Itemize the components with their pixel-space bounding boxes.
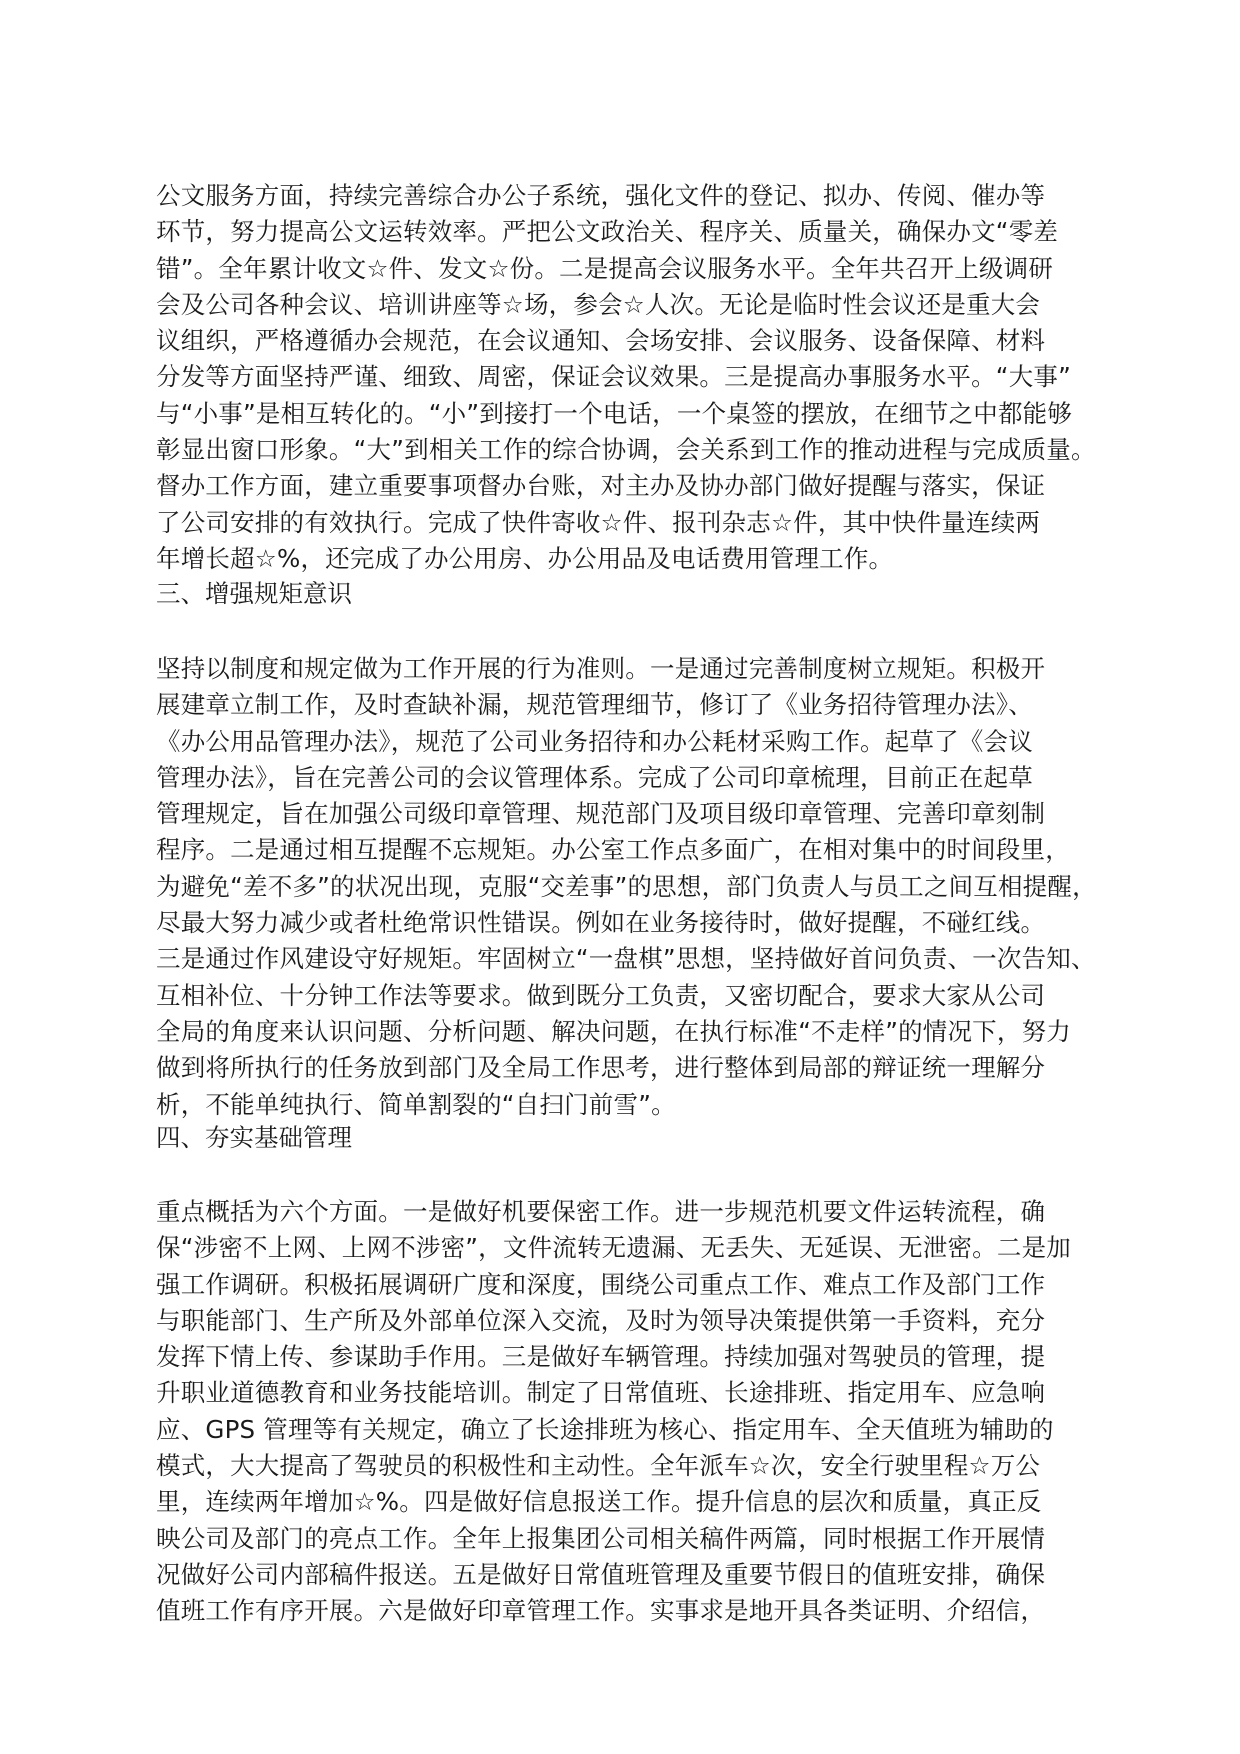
paragraph-basic-management — [156, 1194, 1071, 1630]
text-line: 督办工作方面，建立重要事项督办台账，对主办及协办部门做好提醒与落实，保证 — [156, 471, 1046, 501]
text-line: 与“小事”是相互转化的。“小”到接打一个电话，一个桌签的摆放，在细节之中都能够 — [156, 398, 1073, 428]
text-line: 强工作调研。积极拓展调研广度和深度，围绕公司重点工作、难点工作及部门工作 — [156, 1269, 1046, 1299]
text-line: 程序。二是通过相互提醒不忘规矩。办公室工作点多面广，在相对集中的时间段里， — [156, 835, 1070, 865]
text-line: 议组织，严格遵循办会规范，在会议通知、会场安排、会议服务、设备保障、材料 — [156, 326, 1046, 356]
text-line: 况做好公司内部稿件报送。五是做好日常值班管理及重要节假日的值班安排，确保 — [156, 1559, 1046, 1589]
text-line: 《办公用品管理办法》，规范了公司业务招待和办公耗材采购工作。起草了《会议 — [156, 726, 1033, 756]
text-line: 展建章立制工作，及时查缺补漏，规范管理细节，修订了《业务招待管理办法》、 — [156, 690, 1033, 720]
text-line: 里，连续两年增加☆%。四是做好信息报送工作。提升信息的层次和质量，真正反 — [156, 1487, 1042, 1517]
text-line: 模式，大大提高了驾驶员的积极性和主动性。全年派车☆次，安全行驶里程☆万公 — [156, 1451, 1041, 1481]
text-line: 发挥下情上传、参谋助手作用。三是做好车辆管理。持续加强对驾驶员的管理，提 — [156, 1342, 1046, 1372]
text-line: 三是通过作风建设守好规矩。牢固树立“一盘棋”思想，坚持做好首问负责、一次告知、 — [156, 944, 1096, 974]
text-line: 公文服务方面，持续完善综合办公子系统，强化文件的登记、拟办、传阅、催办等 — [156, 181, 1046, 210]
text-line: 尽最大努力减少或者杜绝常识性错误。例如在业务接待时，做好提醒，不碰红线。 — [156, 908, 1046, 938]
text-line: 分发等方面坚持严谨、细致、周密，保证会议效果。三是提高办事服务水平。“大事” — [156, 362, 1071, 392]
text-line: 了公司安排的有效执行。完成了快件寄收☆件、报刊杂志☆件，其中快件量连续两 — [156, 507, 1041, 537]
text-line: 升职业道德教育和业务技能培训。制定了日常值班、长途排班、指定用车、应急响 — [156, 1378, 1046, 1408]
text-line: 重点概括为六个方面。一是做好机要保密工作。进一步规范机要文件运转流程，确 — [156, 1197, 1046, 1226]
paragraph-document-service — [156, 178, 1096, 577]
text-line: 保“涉密不上网、上网不涉密”，文件流转无遗漏、无丢失、无延误、无泄密。二是加 — [156, 1233, 1071, 1263]
text-line: 年增长超☆%，还完成了办公用房、办公用品及电话费用管理工作。 — [156, 543, 894, 573]
text-line: 彰显出窗口形象。“大”到相关工作的综合协调，会关系到工作的推动进程与完成质量。 — [156, 435, 1096, 465]
text-line: 全局的角度来认识问题、分析问题、解决问题，在执行标准“不走样”的情况下，努力 — [156, 1016, 1071, 1046]
text-line: 会及公司各种会议、培训讲座等☆场，参会☆人次。无论是临时性会议还是重大会 — [156, 289, 1041, 319]
section-heading-3: 三、增强规矩意识 — [156, 579, 352, 608]
text-line: 坚持以制度和规定做为工作开展的行为准则。一是通过完善制度树立规矩。积极开 — [156, 654, 1046, 683]
text-line: 析，不能单纯执行、简单割裂的“自扫门前雪”。 — [156, 1089, 676, 1119]
text-line: 为避免“差不多”的状况出现，克服“交差事”的思想，部门负责人与员工之间互相提醒， — [156, 871, 1097, 901]
text-line: 应、GPS 管理等有关规定，确立了长途排班为核心、指定用车、全天值班为辅助的 — [156, 1414, 1054, 1444]
text-line: 值班工作有序开展。六是做好印章管理工作。实事求是地开具各类证明、介绍信， — [156, 1596, 1046, 1626]
section-heading-4: 四、夯实基础管理 — [156, 1123, 352, 1152]
text-line: 互相补位、十分钟工作法等要求。做到既分工负责，又密切配合，要求大家从公司 — [156, 980, 1046, 1010]
text-line: 做到将所执行的任务放到部门及全局工作思考，进行整体到局部的辩证统一理解分 — [156, 1053, 1046, 1083]
text-line: 与职能部门、生产所及外部单位深入交流，及时为领导决策提供第一手资料，充分 — [156, 1305, 1046, 1335]
text-line: 映公司及部门的亮点工作。全年上报集团公司相关稿件两篇，同时根据工作开展情 — [156, 1523, 1046, 1553]
text-line: 管理规定，旨在加强公司级印章管理、规范部门及项目级印章管理、完善印章刻制 — [156, 799, 1046, 829]
paragraph-rules-awareness — [156, 651, 1097, 1123]
text-line: 环节，努力提高公文运转效率。严把公文政治关、程序关、质量关，确保办文“零差 — [156, 217, 1059, 247]
text-line: 错”。全年累计收文☆件、发文☆份。二是提高会议服务水平。全年共召开上级调研 — [156, 253, 1054, 283]
text-line: 管理办法》，旨在完善公司的会议管理体系。完成了公司印章梳理，目前正在起草 — [156, 762, 1033, 792]
